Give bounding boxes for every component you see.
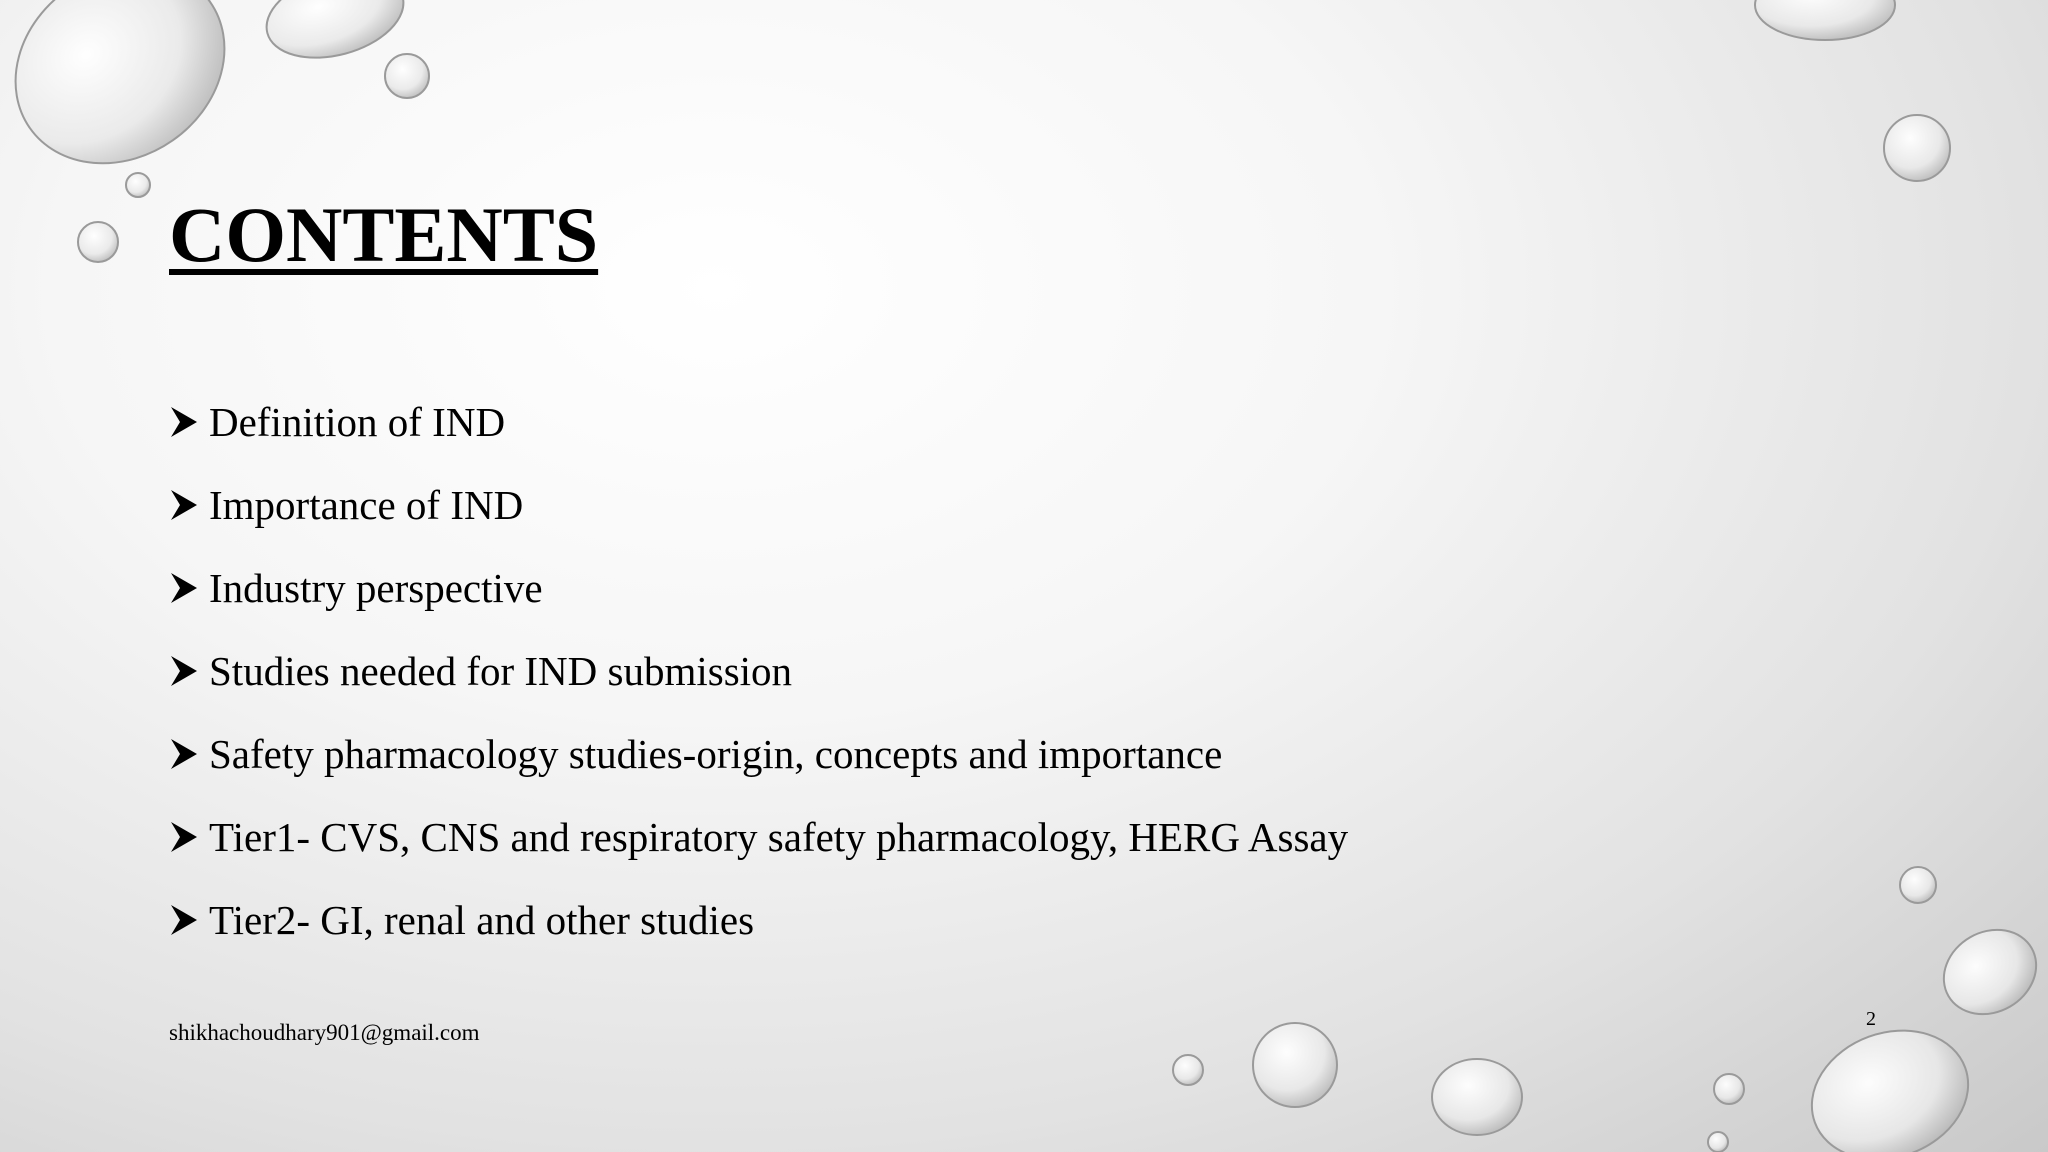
arrow-bullet-icon	[169, 488, 199, 522]
list-item-text: Definition of IND	[209, 398, 506, 445]
contents-list	[169, 380, 1348, 961]
arrow-bullet-icon	[169, 571, 199, 605]
list-item	[169, 546, 1348, 629]
arrow-bullet-icon	[169, 903, 199, 937]
list-item-text: Safety pharmacology studies-origin, concepts and importance	[209, 730, 1223, 777]
list-item	[169, 629, 1348, 712]
list-item	[169, 712, 1348, 795]
arrow-bullet-icon	[169, 405, 199, 439]
list-item-text: Tier1- CVS, CNS and respiratory safety pharmacology, HERG Assay	[209, 813, 1349, 860]
list-item-text: Studies needed for IND submission	[209, 647, 793, 694]
footer-email: shikhachoudhary901@gmail.com	[169, 1020, 480, 1045]
list-item-text: Industry perspective	[209, 564, 543, 611]
page-number: 2	[1866, 1008, 1876, 1030]
list-item	[169, 795, 1348, 878]
arrow-bullet-icon	[169, 820, 199, 854]
list-item	[169, 878, 1348, 961]
list-item-text: Tier2- GI, renal and other studies	[209, 896, 755, 943]
slide-title: CONTENTS	[169, 191, 599, 278]
arrow-bullet-icon	[169, 654, 199, 688]
arrow-bullet-icon	[169, 737, 199, 771]
list-item-text: Importance of IND	[209, 481, 524, 528]
list-item	[169, 380, 1348, 463]
list-item	[169, 463, 1348, 546]
